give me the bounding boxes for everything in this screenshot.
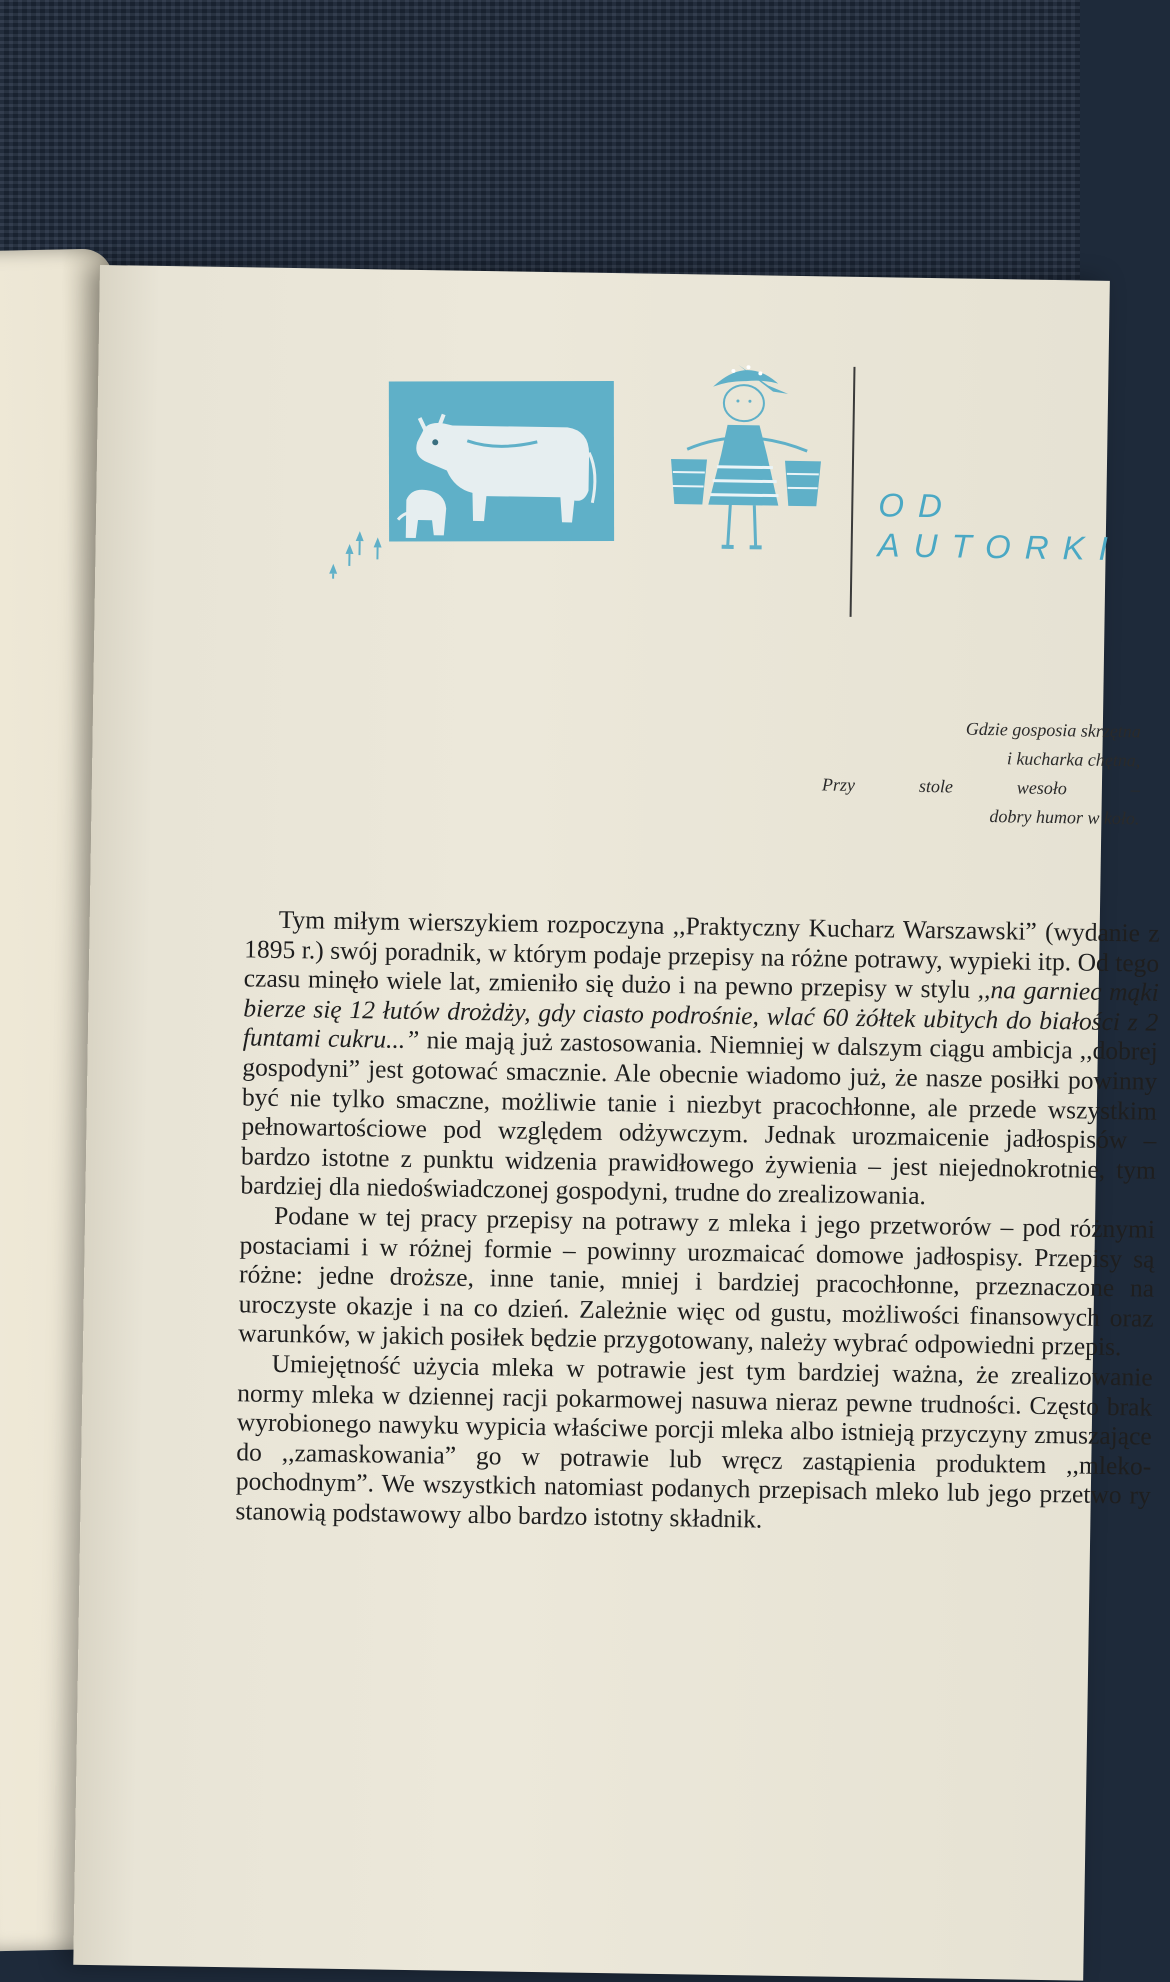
poem-line: i kucharka chętna,	[1006, 748, 1141, 771]
section-title-line2: AUTORKI	[877, 526, 1123, 568]
paragraph-1-quote: ,,na garniec mąki bierze się 12 łutów drożdży, gdy ciasto podrośnie, wlać 60 żółtek ubitych do białości z 2 funtami cukru...”	[242, 975, 1159, 1055]
epigraph-poem	[821, 712, 1141, 833]
paragraph-1-part2: nie mają już zastosowania. Niemniej w dalszym ciągu ambicja ,,dobrej gospodyni” jest gotować smacznie. Ale obecnie wiadomo już, że nasze posiłki powinny być nie tylko smaczne, możliwie tanie i niezbyt pracochłonne, ale przede wszystkim pełnowartościowe pod względem odżywczym. Jednak urozmaicenie jadłospisów – bardzo istotne z punktu widzenia prawidłowego żywienia – jest niejednokrotnie, tym bardziej dla niedoświadczonej gospodyni, trudne do zrealizowania.	[240, 1025, 1159, 1211]
section-title-line1: OD	[878, 486, 957, 525]
paragraph-3: Umiejętność użycia mleka w potrawie jest tym bardziej ważna, że zrealizowanie normy mleka w dziennej racji pokarmowej nasuwa nieraz pewne trudności. Często brak wyrobionego nawyku wypicia właściwe porcji mleka albo istnieją przyczyny zmuszające do ,,zamaskowania” go w potrawie lub wręcz zastąpienia produktem ,,mleko-pochodnym”. We wszystkich natomiast podanych przepisach mleko lub jego przetwo ry stanowią podstawowy albo bardzo istotny składnik.	[235, 1348, 1153, 1534]
paragraph-1	[240, 904, 1160, 1214]
poem-line: Gdzie gosposia skrzętna	[965, 718, 1141, 742]
poem-line: dobry humor w koło.	[989, 806, 1140, 829]
title-divider-line	[850, 367, 856, 617]
paragraph-1-part1: Tym miłym wierszykiem rozpoczyna ,,Praktyczny Kucharz Warszawski” (wydanie z 1895 r.) swój poradnik, w którym podaje przepisy na różne potrawy, wypieki itp. Od tego czasu minęło wiele lat, zmieniło się dużo i na pewno przepisy w stylu	[243, 904, 1160, 1005]
girl-with-buckets-illustration	[665, 354, 829, 586]
section-title	[877, 485, 1122, 569]
poem-line: Przy stole wesoło –	[821, 774, 1141, 800]
paragraph-2: Podane w tej pracy przepisy na potrawy z mleka i jego przetworów – pod różnymi postaciami i w różnej formie – powinny urozmaicać domowe jadłospisy. Przepisy są różne: jedne droższe, inne tanie, mniej i bardziej pracochłonne, przeznaczone na uroczyste okazje i na co dzień. Zależnie więc od gustu, możliwości finansowych oraz warunków, w jakich posiłek będzie przygotowany, należy wybrać odpowiedni przepis.	[238, 1200, 1156, 1362]
body-text	[235, 904, 1160, 1540]
cow-illustration	[325, 369, 628, 584]
book-page	[73, 265, 1160, 1981]
